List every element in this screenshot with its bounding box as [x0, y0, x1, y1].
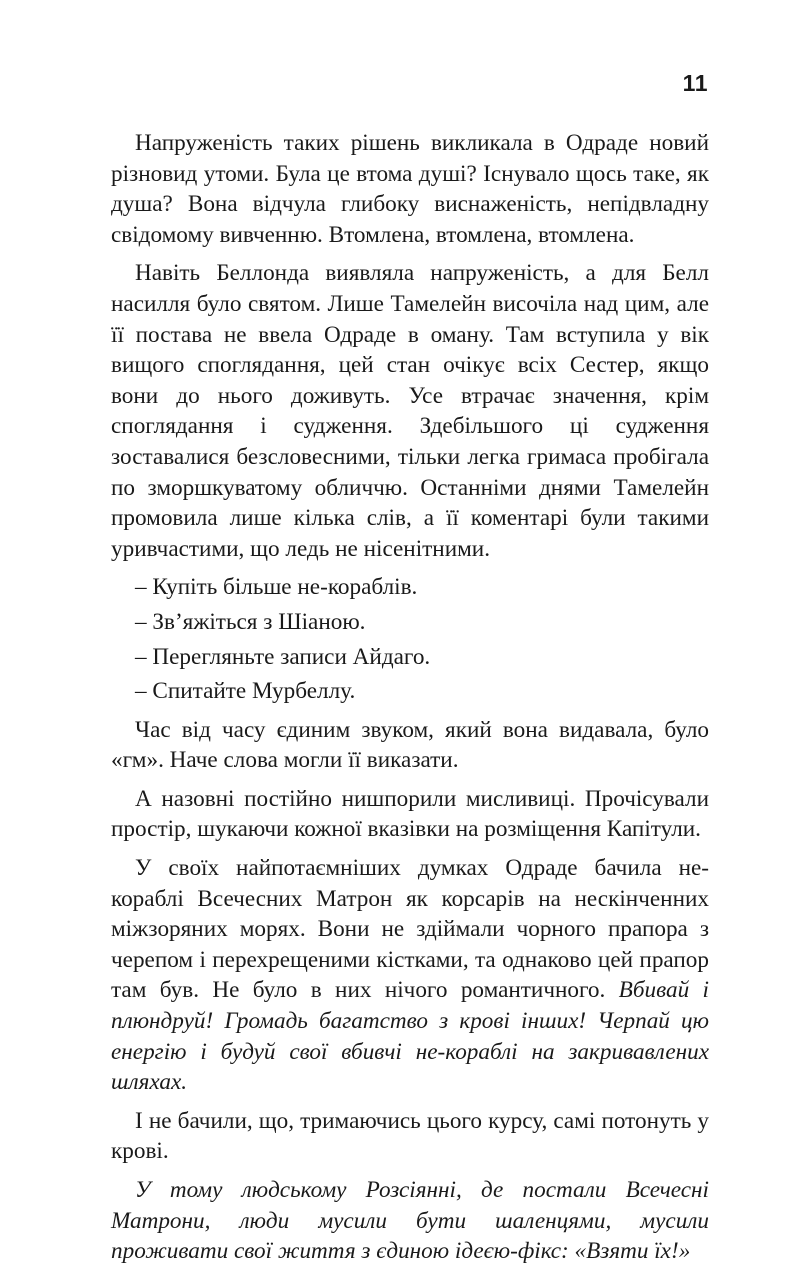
paragraph: Час від часу єдиним звуком, який вона видавала, було «гм». Наче слова могли її виказати. [111, 716, 709, 774]
page-number: 11 [682, 70, 708, 96]
dialog-line: – Купіть більше не-кораблів. [135, 574, 418, 601]
body-text [111, 128, 709, 1275]
paragraph: Напруженість таких рішень викликала в Одраде новий різновид утоми. Була це втома душі? Існувало щось таке, як душа? Вона відчула глибоку виснаженість, непідвладну свідомому вивченню. Втомлена, втомлена, втомлена. [111, 130, 709, 248]
paragraph [111, 853, 709, 1098]
closing-italic-paragraph: У тому людському Розсіянні, де постали Всечесні Матрони, люди мусили бути шаленцями, мусили проживати свої життя з єдиною ідеєю-фікс: «Взяти їх!» [111, 1177, 709, 1265]
paragraph-text: У своїх найпотаємніших думках Одраде бачила не-кораблі Всечесних Матрон як корсарів на нескінченних міжзоряних морях. Вони не здіймали чорного прапора з черепом і перехрещеними кістками, та однаково цей прапор там був. Не було в них нічого романтичного. [111, 855, 709, 1004]
paragraph: А назовні постійно нишпорили мисливиці. Прочісували простір, шукаючи кожної вказівки на розміщення Капітули. [111, 785, 709, 843]
dialog-line: – Спитайте Мурбеллу. [135, 678, 356, 705]
dialog-line: – Зв’яжіться з Шіаною. [135, 608, 366, 635]
paragraph: Навіть Беллонда виявляла напруженість, а для Белл насилля було святом. Лише Тамелейн височіла над цим, але її постава не ввела Одраде в оману. Там вступила у вік вищого споглядання, цей стан очікує всіх Сестер, якщо вони до нього доживуть. Усе втрачає значення, крім споглядання і судження. Здебільшого ці судження зоставалися безсловесними, тільки легка гримаса пробігала по зморшкуватому обличчю. Останніми днями Тамелейн промовила лише кілька слів, а її коментарі були такими уривчастими, що ледь не нісенітними. [111, 260, 709, 562]
italic-thought: Вбивай і плюндруй! Громадь багатство з крові інших! Черпай цю енергію і будуй свої вбивчі не-кораблі на закривавлених шляхах. [111, 977, 709, 1096]
dialog-line: – Перегляньте записи Айдаго. [135, 643, 431, 670]
paragraph: І не бачили, що, тримаючись цього курсу, самі потонуть у крові. [111, 1107, 709, 1165]
